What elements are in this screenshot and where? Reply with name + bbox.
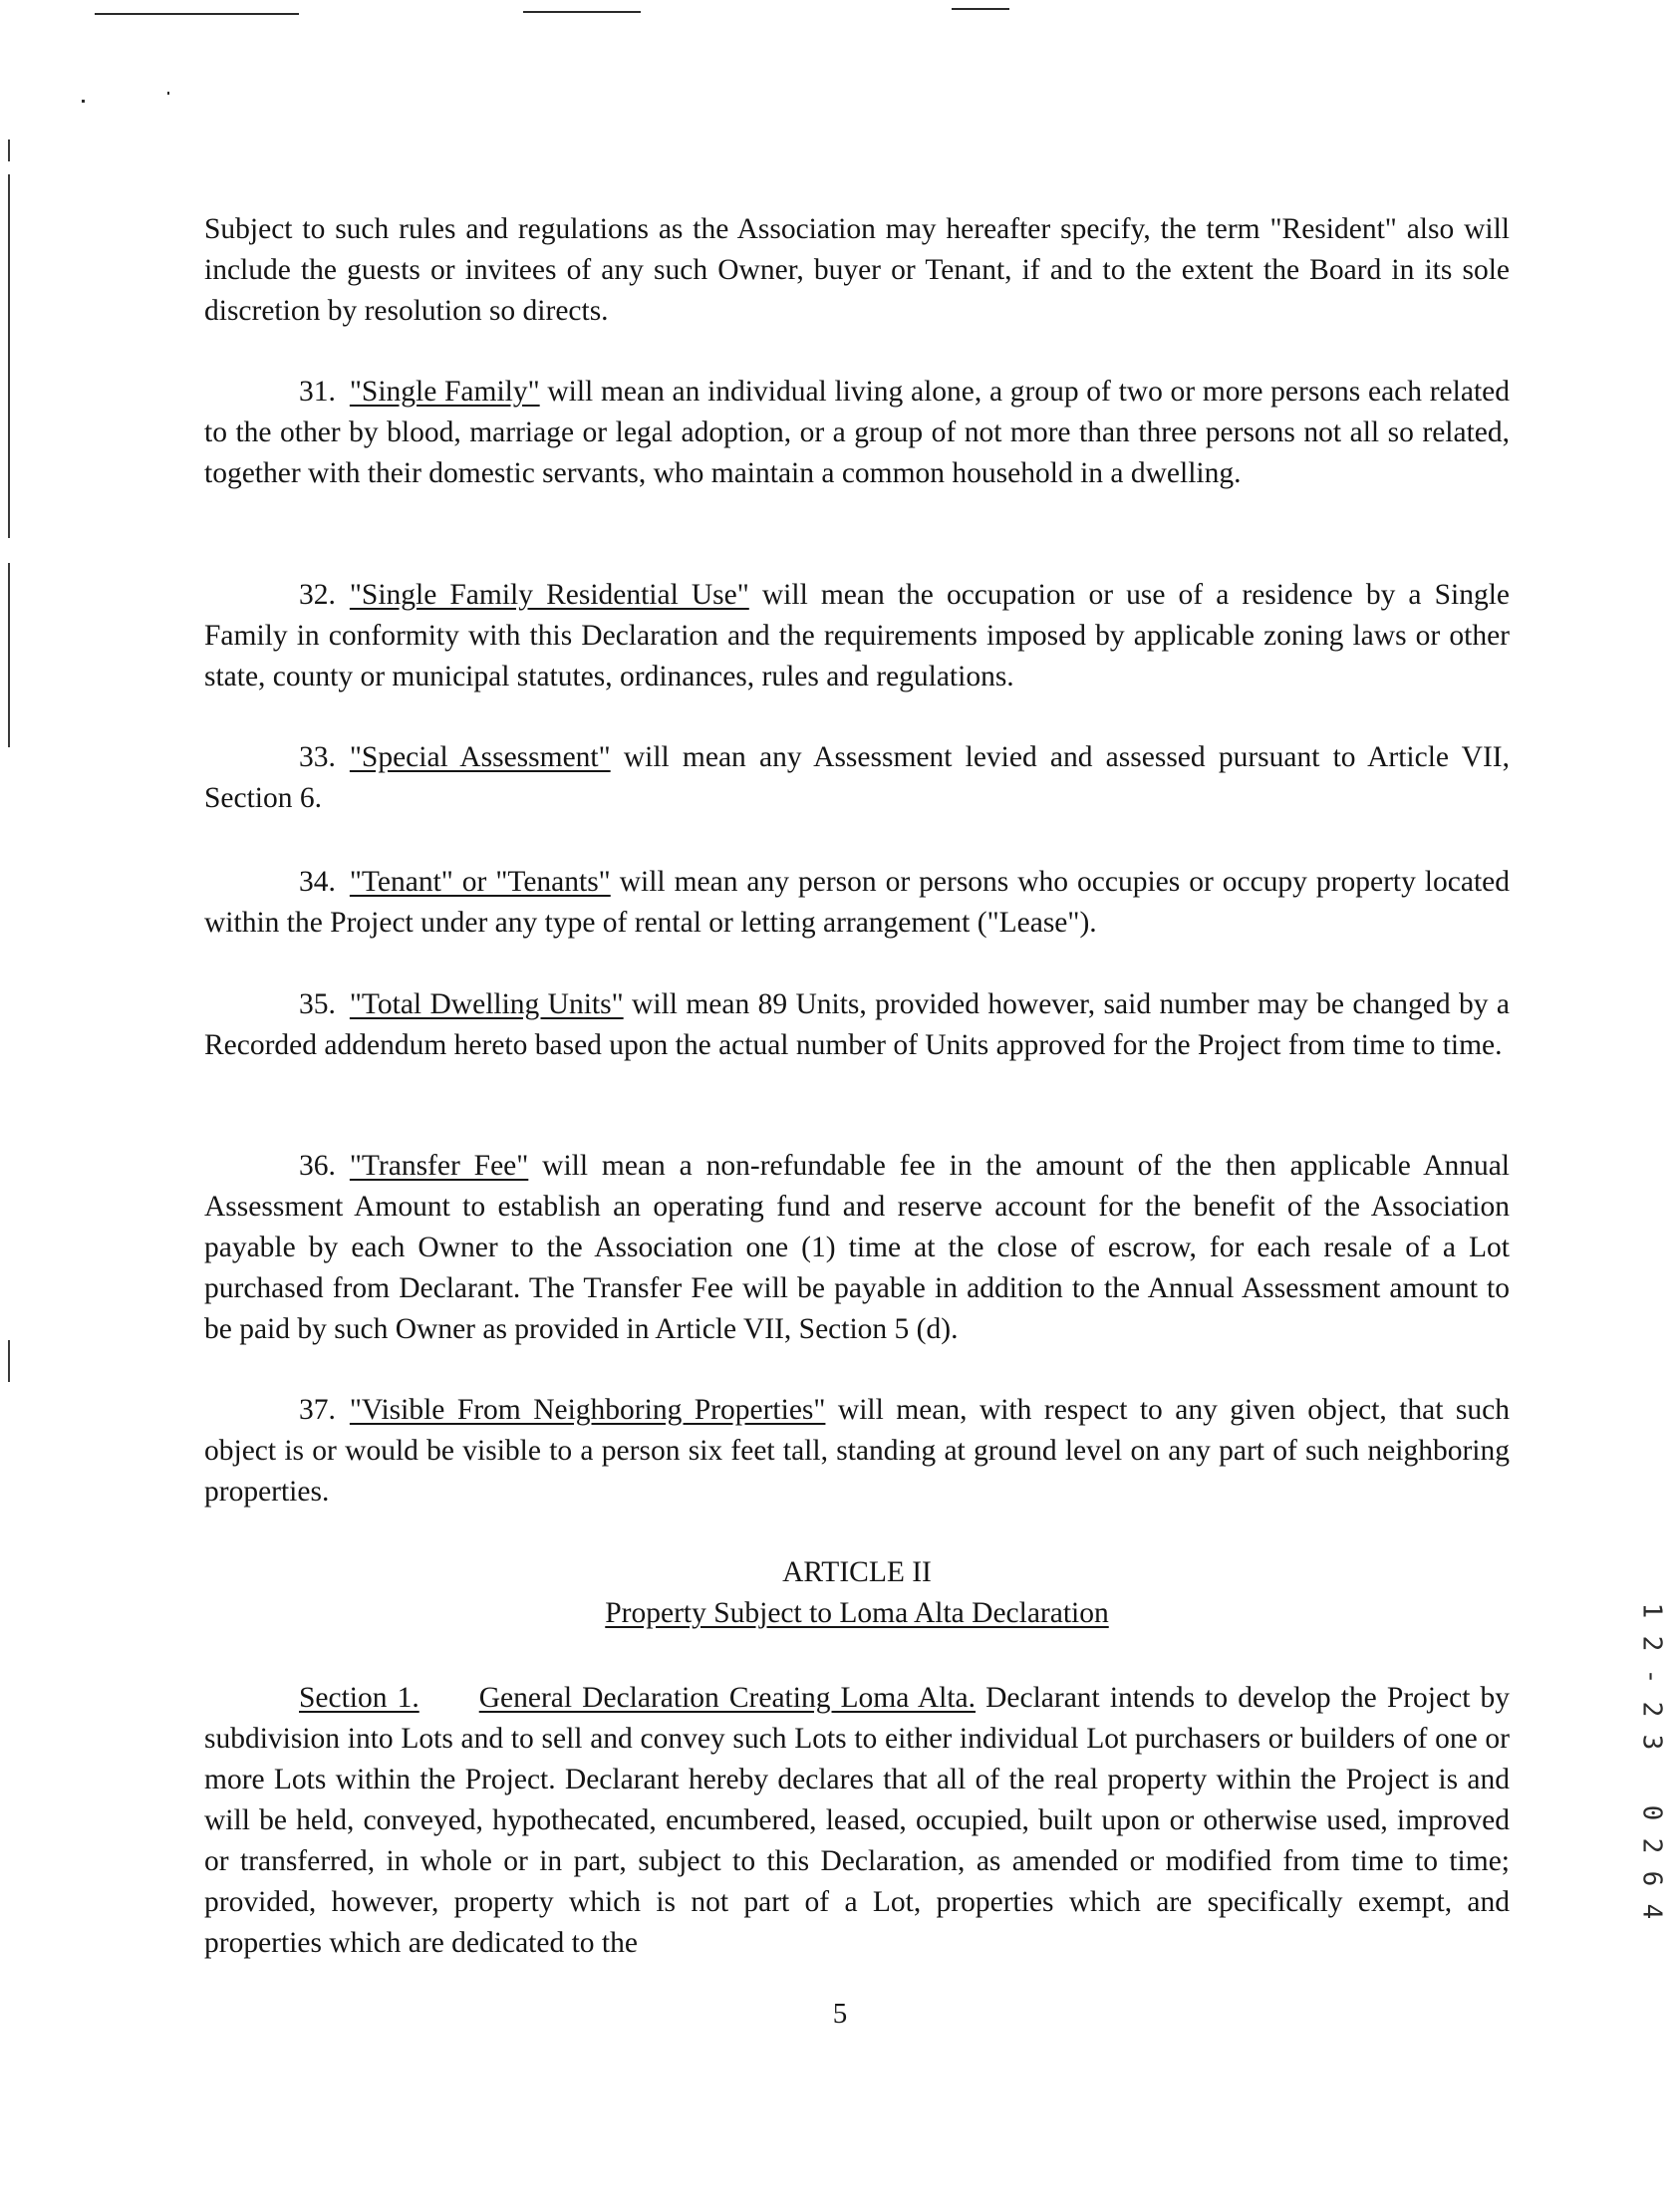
article-title: ARTICLE II (782, 1556, 932, 1588)
stamp-char: 6 (1636, 1870, 1667, 1887)
stamp-char: 0 (1636, 1804, 1667, 1821)
definition-text: will mean any Assessment levied and assessed pursuant to Article VII, Section 6. (204, 741, 1510, 814)
definition-number: 31. (299, 376, 336, 408)
margin-mark (8, 139, 10, 161)
definition-text: will mean any person or persons who occupies or occupy property located within the Project under any type of rental or letting arrangement ("Lease"). (204, 866, 1510, 939)
definition-number: 35. (299, 988, 336, 1020)
scan-artifact-line (952, 8, 1009, 10)
defined-term: "Transfer Fee" (349, 1150, 529, 1182)
definition-text: will mean the occupation or use of a residence by a Single Family in conformity with this Declaration and the requirements imposed by applicable zoning laws or other state, county or municipal statutes, ordinances, rules and regulations. (204, 579, 1510, 692)
defined-term: "Single Family Residential Use" (349, 579, 749, 611)
definition-36 (204, 1146, 1510, 1350)
article-subtitle-text: Property Subject to Loma Alta Declaration (605, 1597, 1109, 1629)
scan-artifact-line (523, 11, 641, 13)
definition-32 (204, 575, 1510, 697)
definition-text: will mean an individual living alone, a group of two or more persons each related to the other by blood, marriage or legal adoption, or a group of not more than three persons not all so related, together with their domestic servants, who maintain a common household in a dwelling. (204, 376, 1510, 489)
defined-term: "Special Assessment" (349, 741, 611, 773)
definition-number: 32. (299, 579, 336, 611)
definition-31 (204, 372, 1510, 494)
section-1 (204, 1678, 1510, 1964)
article-subtitle (204, 1593, 1510, 1634)
margin-mark (8, 174, 10, 538)
section-text: Declarant intends to develop the Project by subdivision into Lots and to sell and convey such Lots to either individual Lot purchasers or builders of one or more Lots within the Project. Declarant hereby declares that all of the real property within the Project is and will be held, conveyed, hypothecated, encumbered, leased, occupied, built upon or otherwise used, improved or transferred, in whole or in part, subject to this Declaration, as amended or modified from time to time; provided, however, property which is not part of a Lot, properties which are specifically exempt, and properties which are dedicated to the (204, 1682, 1510, 1959)
stamp-char: - (1636, 1668, 1667, 1685)
definition-number: 33. (299, 741, 336, 773)
definition-number: 37. (299, 1394, 336, 1426)
definition-35 (204, 984, 1510, 1066)
defined-term: "Visible From Neighboring Properties" (349, 1394, 826, 1426)
definition-text: will mean 89 Units, provided however, said number may be changed by a Recorded addendum hereto based upon the actual number of Units approved for the Project from time to time. (204, 988, 1511, 1061)
defined-term: "Tenant" or "Tenants" (349, 866, 611, 898)
scan-speck (167, 92, 169, 95)
paragraph-30-continuation: Subject to such rules and regulations as the Association may hereafter specify, the term "Resident" also will include the guests or invitees of any such Owner, buyer or Tenant, if and to the extent the Board in its sole discretion by resolution so directs. (204, 213, 1510, 327)
definition-number: 36. (299, 1150, 336, 1182)
scan-artifact-line (95, 13, 299, 15)
section-label: Section 1. (299, 1682, 420, 1714)
section-heading: General Declaration Creating Loma Alta. (478, 1682, 976, 1714)
recording-stamp (1634, 1594, 1668, 1928)
definition-34 (204, 862, 1510, 944)
stamp-char: 4 (1636, 1903, 1667, 1920)
defined-term: "Single Family" (349, 376, 540, 408)
definition-37 (204, 1390, 1510, 1513)
definition-text: will mean a non-refundable fee in the amount of the then applicable Annual Assessment Amount to establish an operating fund and reserve account for the benefit of the Association payable by each Owner to the Association one (1) time at the close of escrow, for each resale of a Lot purchased from Declarant. The Transfer Fee will be payable in addition to the Annual Assessment amount to be paid by such Owner as provided in Article VII, Section 5 (d). (204, 1150, 1510, 1345)
stamp-char: 2 (1636, 1701, 1667, 1718)
scan-speck (82, 100, 85, 103)
stamp-char: 2 (1636, 1837, 1667, 1854)
definition-33 (204, 737, 1510, 819)
margin-mark (8, 563, 10, 747)
definition-number: 34. (299, 866, 336, 898)
stamp-char: 2 (1636, 1635, 1667, 1652)
page-number: 5 (832, 1998, 848, 2030)
definition-text: will mean, with respect to any given object, that such object is or would be visible to a person six feet tall, standing at ground level on any part of such neighboring properties. (204, 1394, 1510, 1508)
stamp-char: 3 (1636, 1734, 1667, 1751)
margin-mark (8, 1340, 10, 1382)
defined-term: "Total Dwelling Units" (349, 988, 624, 1020)
stamp-char: 1 (1636, 1602, 1667, 1619)
